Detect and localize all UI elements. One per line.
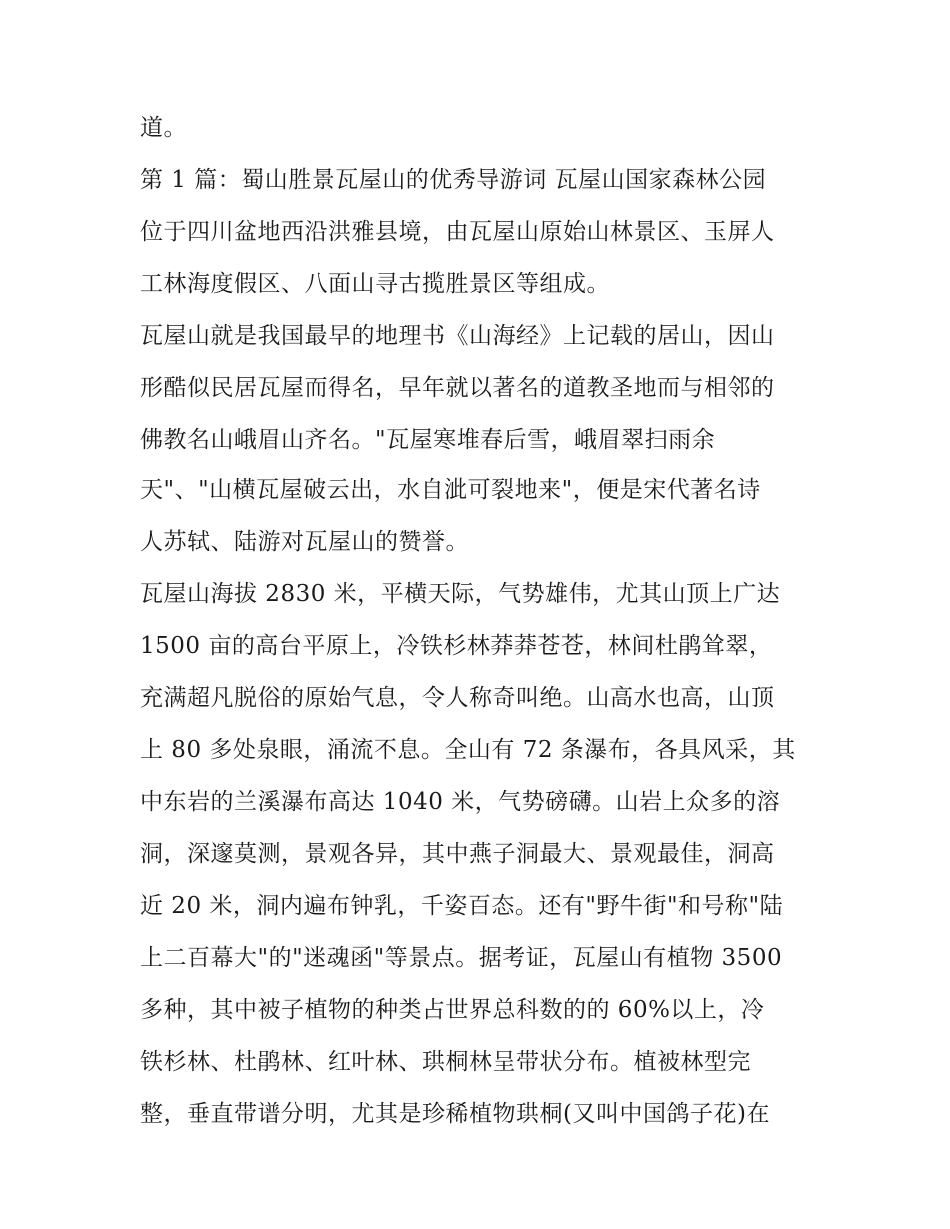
text-line: 整，垂直带谱分明，尤其是珍稀植物珙桐(又叫中国鸽子花)在 [140, 1101, 770, 1127]
text-line: 1500 亩的高台平原上，冷铁杉林莽莽苍苍，林间杜鹃耸翠， [140, 633, 773, 659]
text-line: 第 1 篇：蜀山胜景瓦屋山的优秀导游词 瓦屋山国家森林公园 [140, 167, 767, 193]
text-line: 佛教名山峨眉山齐名。"瓦屋寒堆春后雪，峨眉翠扫雨余 [140, 427, 716, 453]
text-line: 工林海度假区、八面山寻古揽胜景区等组成。 [140, 271, 610, 297]
text-line: 瓦屋山海拔 2830 米，平横天际，气势雄伟，尤其山顶上广达 [140, 581, 781, 607]
text-line: 道。 [140, 115, 187, 141]
text-line: 洞，深邃莫测，景观各异，其中燕子洞最大、景观最佳，洞高 [140, 841, 775, 867]
text-line: 上 80 多处泉眼，涌流不息。全山有 72 条瀑布，各具风采，其 [140, 737, 796, 763]
text-line: 位于四川盆地西沿洪雅县境，由瓦屋山原始山林景区、玉屏人 [140, 219, 775, 245]
text-line: 近 20 米，洞内遍布钟乳，千姿百态。还有"野牛街"和号称"陆 [140, 893, 784, 919]
text-line: 天"、"山横瓦屋破云出，水自泚可裂地来"，便是宋代著名诗 [140, 477, 761, 503]
text-line: 多种，其中被子植物的种类占世界总科数的的 60%以上，冷 [140, 997, 765, 1023]
text-line: 上二百幕大"的"迷魂函"等景点。据考证，瓦屋山有植物 3500 [140, 945, 783, 971]
text-line: 充满超凡脱俗的原始气息，令人称奇叫绝。山高水也高，山顶 [140, 685, 775, 711]
text-line: 瓦屋山就是我国最早的地理书《山海经》上记载的居山，因山 [140, 323, 775, 349]
text-line: 形酷似民居瓦屋而得名，早年就以著名的道教圣地而与相邻的 [140, 375, 775, 401]
text-line: 中东岩的兰溪瀑布高达 1040 米，气势磅礴。山岩上众多的溶 [140, 789, 781, 815]
text-line: 人苏轼、陆游对瓦屋山的赞誉。 [140, 529, 469, 555]
text-line: 铁杉林、杜鹃林、红叶林、珙桐林呈带状分布。植被林型完 [140, 1049, 751, 1075]
